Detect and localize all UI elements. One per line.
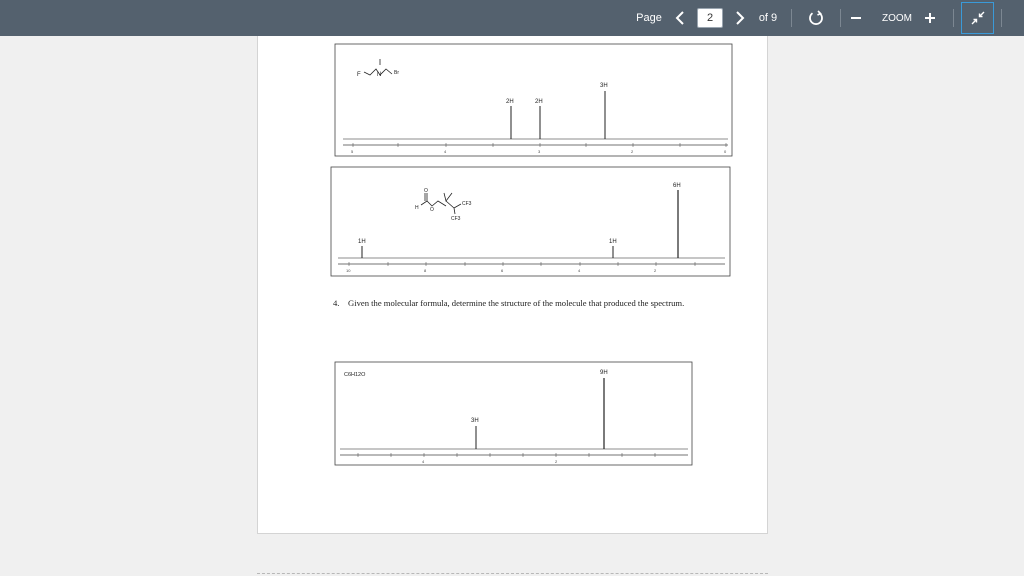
toolbar-divider [953, 9, 954, 27]
page-count-label: of 9 [758, 12, 778, 24]
atom-label: O [430, 207, 434, 213]
minus-icon [850, 12, 862, 24]
atom-label: O [424, 188, 428, 194]
zoom-out-button[interactable] [846, 0, 866, 36]
page-graphics [258, 36, 769, 534]
chevron-right-icon [735, 11, 745, 25]
atom-label: Br [394, 70, 399, 76]
peak-label: 2H [535, 99, 543, 105]
next-page-button[interactable] [730, 0, 750, 36]
axis-label: 6 [501, 268, 504, 273]
nmr-spectrum-1 [335, 44, 732, 156]
peak-label: 3H [471, 418, 479, 424]
atom-label: H [415, 205, 419, 211]
peak-label: 1H [609, 239, 617, 245]
question-number: 4. [333, 298, 340, 308]
axis-label: 10 [346, 268, 351, 273]
peak-label: 1H [358, 239, 366, 245]
plus-icon [924, 12, 936, 24]
axis-label: 4 [422, 459, 425, 464]
axis-label: 2 [555, 459, 558, 464]
document-page [257, 36, 768, 534]
axis-label: 5 [351, 149, 354, 154]
atom-label: N [377, 72, 382, 78]
chevron-left-icon [675, 11, 685, 25]
peak-label: 2H [506, 99, 514, 105]
axis-label: 2 [631, 149, 634, 154]
molecule-structure-2 [421, 193, 461, 214]
exit-fullscreen-button[interactable] [961, 2, 994, 34]
molecular-formula: C6H12O [344, 372, 366, 378]
peak-label: 3H [600, 83, 608, 89]
toolbar-divider [791, 9, 792, 27]
axis-label: 3 [538, 149, 541, 154]
rotate-button[interactable] [804, 0, 828, 36]
atom-label: CF3 [451, 216, 461, 222]
rotate-icon [808, 10, 824, 26]
nmr-spectrum-2 [331, 167, 730, 276]
zoom-label: ZOOM [882, 12, 912, 24]
page-number-input[interactable] [697, 8, 723, 28]
axis-label: 4 [578, 268, 581, 273]
peak-label: 6H [673, 183, 681, 189]
collapse-icon [971, 11, 985, 25]
pdf-toolbar [0, 0, 1024, 36]
atom-label: CF3 [462, 201, 472, 207]
peak-label: 9H [600, 370, 608, 376]
axis-label: 8 [424, 268, 427, 273]
toolbar-divider [840, 9, 841, 27]
question-text: Given the molecular formula, determine the structure of the molecule that produced the spectrum. [348, 298, 685, 308]
atom-label: F [357, 72, 361, 78]
axis-label: 2 [654, 268, 657, 273]
axis-label: 0 [724, 149, 727, 154]
previous-page-button[interactable] [670, 0, 690, 36]
nmr-spectrum-3 [335, 362, 692, 465]
toolbar-divider [1001, 9, 1002, 27]
axis-label: 4 [444, 149, 447, 154]
page-label: Page [636, 12, 662, 24]
zoom-in-button[interactable] [920, 0, 940, 36]
